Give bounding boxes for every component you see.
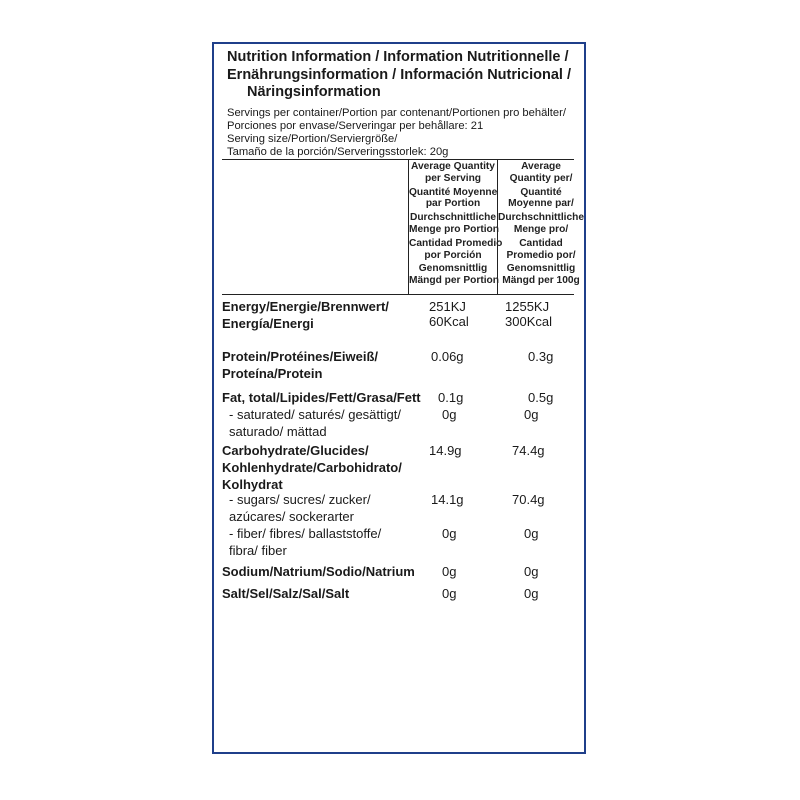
salt-label: Salt/Sel/Salz/Sal/Salt (222, 586, 350, 601)
servings-per-container-line-1: Servings per container/Portion par contenant/Portionen pro behälter/ (227, 107, 566, 119)
sugars-per-serving: 14.1g (431, 492, 464, 507)
per-serving-header-line-5: Durchschnittliche (409, 212, 497, 224)
column-header-per-serving (409, 161, 503, 288)
per-serving-header-line-10: Mängd per Portion (409, 275, 499, 287)
per-100g-header-line-10: Mängd per 100g (502, 275, 580, 287)
serving-size-line-2: Tamaño de la porción/Serveringsstorlek: 20g (227, 146, 449, 158)
carbohydrate-per-serving: 14.9g (429, 443, 462, 458)
header-rule-bottom (222, 294, 574, 295)
per-100g-header-line-7: Cantidad (519, 237, 563, 249)
sugars-per-100g: 70.4g (512, 492, 545, 507)
fiber-label-line-1: - fiber/ fibres/ ballaststoffe/ (229, 526, 382, 541)
per-100g-header-line-9: Genomsnittlig (506, 263, 576, 275)
title-line-3: Näringsinformation (247, 84, 381, 100)
fiber-label-line-2: fibra/ fiber (229, 543, 287, 558)
sodium-label: Sodium/Natrium/Sodio/Natrium (222, 564, 415, 579)
per-serving-header-line-7: Cantidad Promedio (409, 237, 503, 249)
fat-per-100g: 0.5g (528, 390, 554, 405)
per-serving-header-line-8: por Porción (424, 249, 482, 261)
energy-per-100g-kcal: 300Kcal (505, 314, 552, 329)
protein-per-serving: 0.06g (431, 349, 464, 364)
per-100g-header-line-8: Promedio por/ (506, 249, 576, 261)
per-serving-header-line-2: per Serving (424, 172, 482, 184)
per-serving-header-line-3: Quantité Moyenne (409, 186, 498, 198)
per-100g-header-line-4: Moyenne par/ (508, 198, 574, 210)
saturated-label-line-1: - saturated/ saturés/ gesättigt/ (229, 407, 401, 422)
servings-per-container-line-2: Porciones por envase/Serveringar per behållare: 21 (227, 120, 484, 132)
per-100g-header-line-2: Quantity per/ (509, 172, 573, 184)
protein-per-100g: 0.3g (528, 349, 554, 364)
title-line-2: Ernährungsinformation / Información Nutricional / (227, 66, 571, 83)
carbohydrate-per-100g: 74.4g (512, 443, 545, 458)
fiber-per-100g: 0g (524, 526, 539, 541)
energy-label-line-2: Energía/Energi (222, 316, 314, 331)
per-100g-header-line-1: Average (521, 161, 561, 172)
page-title (227, 49, 587, 102)
salt-per-serving: 0g (442, 586, 457, 601)
serving-size-line-1: Serving size/Portion/Serviergröße/ (227, 133, 398, 145)
title-line-1: Nutrition Information / Information Nutritionnelle / (227, 49, 569, 65)
servings-info (227, 107, 577, 159)
per-serving-header-line-9: Genomsnittlig (418, 263, 488, 275)
sodium-per-serving: 0g (442, 564, 457, 579)
carbohydrate-label-line-2: Kohlenhydrate/Carbohidrato/ (222, 460, 402, 475)
per-serving-header-line-4: par Portion (425, 198, 481, 210)
salt-per-100g: 0g (524, 586, 539, 601)
per-100g-header-line-5: Durchschnittliche (498, 212, 585, 224)
per-serving-header-line-6: Menge pro Portion (409, 223, 499, 235)
saturated-label-line-2: saturado/ mättad (229, 424, 327, 439)
saturated-per-serving: 0g (442, 407, 457, 422)
carbohydrate-label-line-3: Kolhydrat (222, 477, 283, 492)
sugars-label-line-1: - sugars/ sucres/ zucker/ (229, 492, 371, 507)
energy-per-100g-kj: 1255KJ (505, 299, 550, 314)
per-serving-header-line-1: Average Quantity (411, 161, 495, 172)
saturated-per-100g: 0g (524, 407, 539, 422)
energy-per-serving-kcal: 60Kcal (429, 314, 469, 329)
energy-per-serving-kj: 251KJ (429, 299, 466, 314)
per-100g-header-line-6: Menge pro/ (513, 223, 569, 235)
energy-label-line-1: Energy/Energie/Brennwert/ (222, 299, 389, 314)
sugars-label-line-2: azúcares/ sockerarter (229, 509, 354, 524)
sodium-per-100g: 0g (524, 564, 539, 579)
carbohydrate-label-line-1: Carbohydrate/Glucides/ (222, 443, 369, 458)
protein-label-line-1: Protein/Protéines/Eiweiß/ (222, 349, 379, 364)
fat-label: Fat, total/Lipides/Fett/Grasa/Fett (222, 390, 421, 405)
fiber-per-serving: 0g (442, 526, 457, 541)
protein-label-line-2: Proteína/Protein (222, 366, 323, 381)
per-100g-header-line-3: Quantité (520, 186, 562, 198)
header-rule-top (222, 159, 574, 160)
column-header-per-100g (498, 162, 584, 288)
fat-per-serving: 0.1g (438, 390, 464, 405)
